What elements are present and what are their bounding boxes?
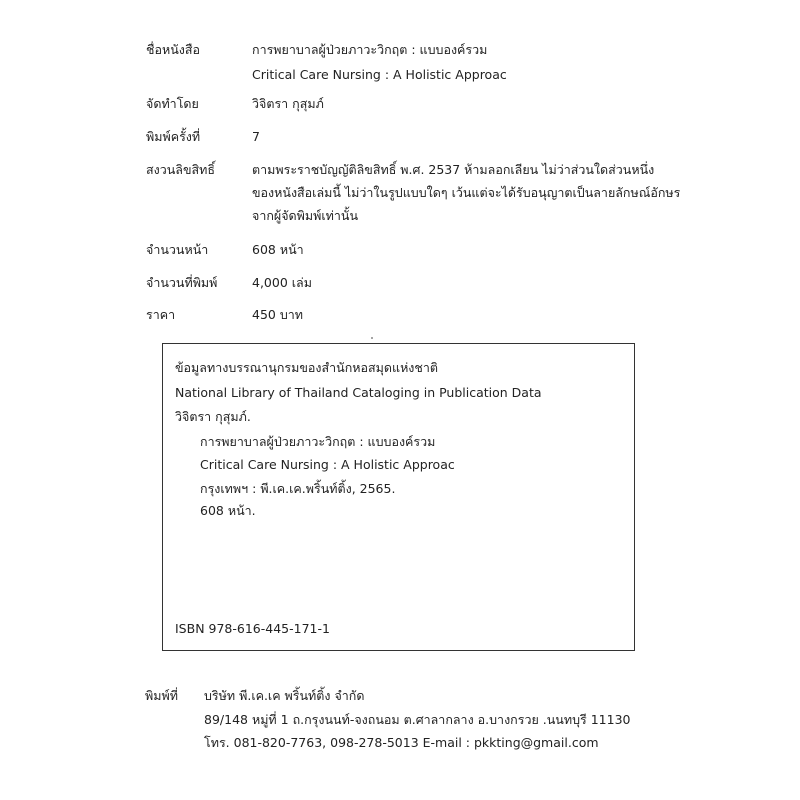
- edition-label: พิมพ์ครั้งที่: [146, 129, 201, 144]
- title-row: [146, 38, 666, 86]
- edition-row: [146, 125, 666, 148]
- cip-isbn: ISBN 978-616-445-171-1: [175, 621, 330, 636]
- cip-title-english: Critical Care Nursing : A Holistic Approac: [200, 457, 455, 472]
- copyright-line: ของหนังสือเล่มนี้ ไม่ว่าในรูปแบบใดๆ เว้นแต่จะได้รับอนุญาตเป็นลายลักษณ์อักษร: [252, 185, 681, 200]
- price-label: ราคา: [146, 307, 176, 322]
- cip-heading-english: National Library of Thailand Cataloging in Publication Data: [175, 385, 542, 400]
- pages-row: [146, 238, 666, 261]
- title-thai: การพยาบาลผู้ป่วยภาวะวิกฤต : แบบองค์รวม: [252, 42, 488, 57]
- copyright-label: สงวนลิขสิทธิ์: [146, 162, 216, 177]
- copyright-row: [146, 158, 681, 227]
- author-label: จัดทำโดย: [146, 96, 199, 111]
- edition-value: 7: [252, 129, 260, 144]
- cip-box: [162, 343, 635, 651]
- copyright-line: ตามพระราชบัญญัติลิขสิทธิ์ พ.ศ. 2537 ห้ามลอกเลียน ไม่ว่าส่วนใดส่วนหนึ่ง: [252, 162, 655, 177]
- cip-pages: 608 หน้า.: [200, 503, 256, 518]
- printer-address: 89/148 หมู่ที่ 1 ถ.กรุงนนท์-จงถนอม ต.ศาลากลาง อ.บางกรวย .นนทบุรี 11130: [204, 712, 631, 727]
- author-value: วิจิตรา กุสุมภ์: [252, 96, 324, 111]
- print-count-label: จำนวนที่พิมพ์: [146, 275, 218, 290]
- price-row: [146, 303, 666, 326]
- cip-heading-thai: ข้อมูลทางบรรณานุกรมของสำนักหอสมุดแห่งชาติ: [175, 360, 439, 375]
- printer-contact: โทร. 081-820-7763, 098-278-5013 E-mail : pkkting@gmail.com: [204, 735, 599, 750]
- print-count-row: [146, 271, 666, 294]
- printer-label: พิมพ์ที่: [145, 688, 178, 703]
- price-value: 450 บาท: [252, 307, 304, 322]
- cip-title-thai: การพยาบาลผู้ป่วยภาวะวิกฤต : แบบองค์รวม: [200, 434, 436, 449]
- cip-publication: กรุงเทพฯ : พี.เค.เค.พริ้นท์ติ้ง, 2565.: [200, 481, 396, 496]
- pages-value: 608 หน้า: [252, 242, 304, 257]
- stray-dot: [371, 337, 373, 339]
- title-label: ชื่อหนังสือ: [146, 42, 201, 57]
- printer-name: บริษัท พี.เค.เค พริ้นท์ติ้ง จำกัด: [204, 688, 365, 703]
- print-count-value: 4,000 เล่ม: [252, 275, 312, 290]
- title-english: Critical Care Nursing : A Holistic Approac: [252, 67, 507, 82]
- copyright-line: จากผู้จัดพิมพ์เท่านั้น: [252, 208, 359, 223]
- author-row: [146, 92, 666, 115]
- pages-label: จำนวนหน้า: [146, 242, 209, 257]
- cip-author: วิจิตรา กุสุมภ์.: [175, 409, 251, 424]
